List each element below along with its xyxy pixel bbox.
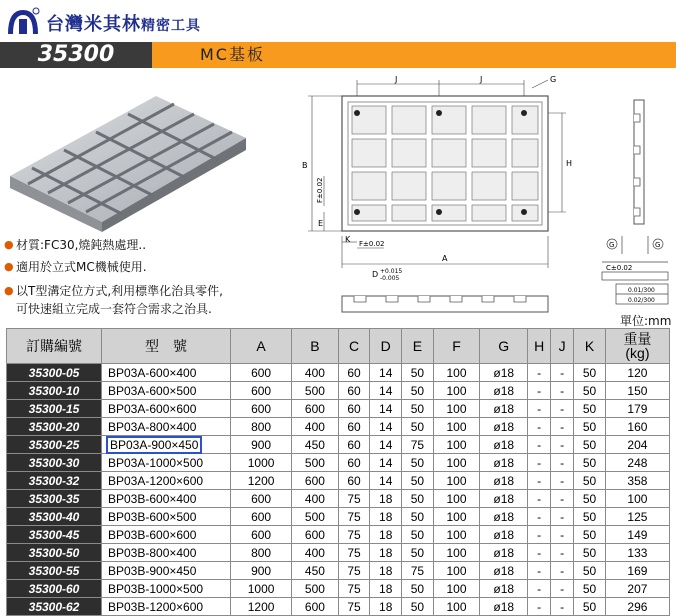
cell-model <box>102 436 231 454</box>
cell-a: 1000 <box>231 454 292 472</box>
cell-k: 50 <box>574 598 606 616</box>
cell-c: 75 <box>338 508 370 526</box>
cell-g: ø18 <box>480 562 528 580</box>
cell-order-no: 35300-15 <box>7 400 102 418</box>
col-header-h: H <box>528 329 551 364</box>
cell-c: 75 <box>338 598 370 616</box>
cell-j: - <box>551 490 574 508</box>
cell-c: 75 <box>338 544 370 562</box>
cell-h: - <box>528 490 551 508</box>
cell-e: 50 <box>402 400 434 418</box>
cell-d: 18 <box>370 580 402 598</box>
cell-g: ø18 <box>480 490 528 508</box>
cell-c: 60 <box>338 436 370 454</box>
cell-c: 75 <box>338 526 370 544</box>
feature-list <box>4 236 294 318</box>
cell-e: 50 <box>402 580 434 598</box>
feature-text: 適用於立式MC機械使用. <box>16 260 147 274</box>
model-text: BP03B-600×600 <box>108 527 197 542</box>
table-row <box>7 472 670 490</box>
cell-k: 50 <box>574 508 606 526</box>
cell-a: 1200 <box>231 598 292 616</box>
cell-weight: 248 <box>605 454 669 472</box>
table-row <box>7 490 670 508</box>
feature-item <box>4 282 294 318</box>
company-name <box>46 10 201 36</box>
cell-k: 50 <box>574 472 606 490</box>
cell-h: - <box>528 508 551 526</box>
cell-a: 800 <box>231 418 292 436</box>
cell-d: 14 <box>370 364 402 382</box>
cell-j: - <box>551 598 574 616</box>
dim-g-label: G <box>550 76 557 84</box>
cell-g: ø18 <box>480 544 528 562</box>
cell-d: 14 <box>370 472 402 490</box>
cell-weight: 133 <box>605 544 669 562</box>
table-row <box>7 544 670 562</box>
cell-h: - <box>528 364 551 382</box>
cell-k: 50 <box>574 454 606 472</box>
weight-label: 重量 <box>623 331 652 347</box>
cell-weight: 100 <box>605 490 669 508</box>
product-photo <box>6 76 250 232</box>
cell-d: 14 <box>370 436 402 454</box>
cell-e: 50 <box>402 472 434 490</box>
col-header-model: 型 號 <box>102 329 231 364</box>
cell-b: 600 <box>292 400 338 418</box>
table-row <box>7 580 670 598</box>
cell-model <box>102 580 231 598</box>
cell-f: 100 <box>433 508 479 526</box>
cell-model <box>102 508 231 526</box>
cell-b: 400 <box>292 490 338 508</box>
col-header-c: C <box>338 329 370 364</box>
cell-j: - <box>551 562 574 580</box>
cell-b: 400 <box>292 364 338 382</box>
cell-g: ø18 <box>480 526 528 544</box>
cell-b: 500 <box>292 580 338 598</box>
cell-f: 100 <box>433 598 479 616</box>
cell-order-no: 35300-50 <box>7 544 102 562</box>
col-header-g: G <box>480 329 528 364</box>
cell-d: 14 <box>370 382 402 400</box>
cell-d: 18 <box>370 544 402 562</box>
cell-g: ø18 <box>480 382 528 400</box>
cell-k: 50 <box>574 544 606 562</box>
cell-model <box>102 472 231 490</box>
cell-a: 600 <box>231 490 292 508</box>
dim-c-tol: C±0.02 <box>606 264 633 272</box>
cell-weight: 150 <box>605 382 669 400</box>
model-text: BP03B-1200×600 <box>108 599 204 614</box>
cell-weight: 358 <box>605 472 669 490</box>
dim-b-label: B <box>302 161 308 170</box>
model-text: BP03A-600×500 <box>108 383 197 398</box>
cell-e: 75 <box>402 436 434 454</box>
cell-e: 50 <box>402 382 434 400</box>
cell-b: 600 <box>292 526 338 544</box>
cell-a: 800 <box>231 544 292 562</box>
dim-d-label: D <box>372 270 379 279</box>
cell-model <box>102 562 231 580</box>
cell-h: - <box>528 598 551 616</box>
feature-text-continued: 可快速組立完成一套符合需求之治具. <box>16 302 212 316</box>
cell-c: 60 <box>338 400 370 418</box>
model-text: BP03A-800×400 <box>108 419 197 434</box>
table-row <box>7 562 670 580</box>
cell-j: - <box>551 508 574 526</box>
cell-model <box>102 364 231 382</box>
cell-d: 18 <box>370 490 402 508</box>
table-row <box>7 400 670 418</box>
cell-weight: 120 <box>605 364 669 382</box>
feature-item <box>4 236 294 254</box>
cell-d: 18 <box>370 508 402 526</box>
product-code: 35300 <box>0 42 152 68</box>
cell-e: 50 <box>402 364 434 382</box>
cell-model <box>102 400 231 418</box>
cell-c: 75 <box>338 490 370 508</box>
model-text: BP03B-600×500 <box>108 509 197 524</box>
cell-d: 18 <box>370 562 402 580</box>
cell-model <box>102 454 231 472</box>
cell-g: ø18 <box>480 508 528 526</box>
cell-d: 14 <box>370 454 402 472</box>
table-header-row <box>7 329 670 364</box>
cell-d: 14 <box>370 400 402 418</box>
cell-c: 60 <box>338 454 370 472</box>
model-text: BP03B-800×400 <box>108 545 197 560</box>
cell-j: - <box>551 544 574 562</box>
flatness-tol-1: 0.01/300 <box>628 287 655 294</box>
cell-j: - <box>551 382 574 400</box>
col-header-b: B <box>292 329 338 364</box>
cell-weight: 169 <box>605 562 669 580</box>
cell-h: - <box>528 544 551 562</box>
company-logo-icon <box>6 6 40 36</box>
table-row <box>7 526 670 544</box>
cell-order-no: 35300-20 <box>7 418 102 436</box>
cell-k: 50 <box>574 436 606 454</box>
cell-f: 100 <box>433 364 479 382</box>
model-text: BP03A-1000×500 <box>108 455 204 470</box>
cell-b: 400 <box>292 418 338 436</box>
cell-h: - <box>528 400 551 418</box>
cell-b: 600 <box>292 472 338 490</box>
table-row <box>7 598 670 616</box>
col-header-k: K <box>574 329 606 364</box>
cell-model <box>102 598 231 616</box>
cell-j: - <box>551 400 574 418</box>
cell-k: 50 <box>574 400 606 418</box>
cell-j: - <box>551 472 574 490</box>
cell-c: 75 <box>338 562 370 580</box>
cell-b: 400 <box>292 544 338 562</box>
cell-order-no: 35300-60 <box>7 580 102 598</box>
cell-j: - <box>551 364 574 382</box>
table-row <box>7 508 670 526</box>
cell-b: 450 <box>292 562 338 580</box>
cell-f: 100 <box>433 562 479 580</box>
cell-order-no: 35300-05 <box>7 364 102 382</box>
unit-label: 單位:mm <box>620 314 672 328</box>
model-text: BP03A-900×450 <box>110 437 199 452</box>
spec-table <box>6 328 670 616</box>
cell-k: 50 <box>574 382 606 400</box>
cell-weight: 207 <box>605 580 669 598</box>
dim-a-label: A <box>442 254 448 263</box>
model-text: BP03A-600×600 <box>108 401 197 416</box>
dim-f-tol-vertical: F±0.02 <box>316 177 324 203</box>
cell-k: 50 <box>574 580 606 598</box>
cell-b: 500 <box>292 454 338 472</box>
product-title-bar <box>0 42 676 68</box>
cell-a: 600 <box>231 526 292 544</box>
cell-b: 600 <box>292 598 338 616</box>
dim-f-tol-horizontal: F±0.02 <box>359 240 385 248</box>
dim-d-tol-lower: -0.005 <box>380 275 400 282</box>
cell-weight: 204 <box>605 436 669 454</box>
cell-g: ø18 <box>480 472 528 490</box>
cell-b: 450 <box>292 436 338 454</box>
cell-e: 50 <box>402 544 434 562</box>
company-name-sub: 精密工具 <box>141 18 201 34</box>
feature-text: 材質:FC30,燒鈍熱處理.. <box>16 238 147 252</box>
col-header-e: E <box>402 329 434 364</box>
cell-j: - <box>551 454 574 472</box>
dim-d-tol-upper: +0.015 <box>380 268 403 275</box>
cell-g: ø18 <box>480 436 528 454</box>
cell-h: - <box>528 418 551 436</box>
weight-unit: (kg) <box>625 345 650 361</box>
cell-k: 50 <box>574 526 606 544</box>
cell-j: - <box>551 436 574 454</box>
section-g-left: G <box>609 241 615 249</box>
cell-a: 600 <box>231 382 292 400</box>
table-row <box>7 364 670 382</box>
col-header-d: D <box>370 329 402 364</box>
cell-h: - <box>528 472 551 490</box>
model-text: BP03B-600×400 <box>108 491 197 506</box>
cell-weight: 179 <box>605 400 669 418</box>
table-row <box>7 382 670 400</box>
cell-f: 100 <box>433 526 479 544</box>
cell-k: 50 <box>574 562 606 580</box>
cell-c: 60 <box>338 382 370 400</box>
table-row <box>7 454 670 472</box>
col-header-order-no: 訂購編號 <box>7 329 102 364</box>
cell-f: 100 <box>433 544 479 562</box>
col-header-weight <box>605 329 669 364</box>
cell-h: - <box>528 562 551 580</box>
cell-c: 75 <box>338 580 370 598</box>
col-header-a: A <box>231 329 292 364</box>
flatness-tol-2: 0.02/300 <box>628 297 655 304</box>
cell-j: - <box>551 418 574 436</box>
model-text: BP03A-1200×600 <box>108 473 204 488</box>
cell-f: 100 <box>433 400 479 418</box>
dim-e-label: E <box>318 219 324 228</box>
cell-a: 1200 <box>231 472 292 490</box>
cell-f: 100 <box>433 418 479 436</box>
section-g-right: G <box>655 241 661 249</box>
cell-k: 50 <box>574 418 606 436</box>
cell-order-no: 35300-40 <box>7 508 102 526</box>
cell-f: 100 <box>433 472 479 490</box>
cell-model <box>102 382 231 400</box>
brand-header <box>6 6 670 36</box>
cell-e: 75 <box>402 562 434 580</box>
cell-e: 50 <box>402 418 434 436</box>
cell-e: 50 <box>402 598 434 616</box>
cell-h: - <box>528 580 551 598</box>
cell-g: ø18 <box>480 418 528 436</box>
cell-g: ø18 <box>480 598 528 616</box>
cell-b: 500 <box>292 382 338 400</box>
cell-d: 18 <box>370 526 402 544</box>
cell-order-no: 35300-10 <box>7 382 102 400</box>
cell-f: 100 <box>433 490 479 508</box>
cell-model <box>102 544 231 562</box>
model-text: BP03A-600×400 <box>108 365 197 380</box>
model-text: BP03B-900×450 <box>108 563 197 578</box>
cell-order-no: 35300-62 <box>7 598 102 616</box>
col-header-f: F <box>433 329 479 364</box>
cell-e: 50 <box>402 454 434 472</box>
cell-e: 50 <box>402 526 434 544</box>
cell-weight: 296 <box>605 598 669 616</box>
table-row <box>7 436 670 454</box>
cell-g: ø18 <box>480 364 528 382</box>
cell-a: 600 <box>231 508 292 526</box>
cell-e: 50 <box>402 508 434 526</box>
cell-weight: 125 <box>605 508 669 526</box>
dim-h-label: H <box>566 159 573 168</box>
cell-f: 100 <box>433 580 479 598</box>
cell-order-no: 35300-32 <box>7 472 102 490</box>
cell-weight: 160 <box>605 418 669 436</box>
cell-a: 900 <box>231 436 292 454</box>
dim-k-label: K <box>345 235 351 244</box>
cell-f: 100 <box>433 382 479 400</box>
cell-a: 900 <box>231 562 292 580</box>
cell-order-no: 35300-25 <box>7 436 102 454</box>
cell-d: 18 <box>370 598 402 616</box>
cell-g: ø18 <box>480 400 528 418</box>
cell-order-no: 35300-55 <box>7 562 102 580</box>
cell-a: 600 <box>231 400 292 418</box>
dim-j-left: J <box>395 76 398 84</box>
cell-k: 50 <box>574 490 606 508</box>
cell-f: 100 <box>433 454 479 472</box>
cell-c: 60 <box>338 418 370 436</box>
cell-model <box>102 526 231 544</box>
cell-b: 500 <box>292 508 338 526</box>
cell-h: - <box>528 382 551 400</box>
cell-f: 100 <box>433 436 479 454</box>
cell-h: - <box>528 454 551 472</box>
cell-a: 600 <box>231 364 292 382</box>
cell-g: ø18 <box>480 454 528 472</box>
cell-j: - <box>551 526 574 544</box>
cell-c: 60 <box>338 472 370 490</box>
feature-item <box>4 258 294 276</box>
cell-e: 50 <box>402 490 434 508</box>
product-name: MC基板 <box>152 42 676 68</box>
cell-j: - <box>551 580 574 598</box>
table-row <box>7 418 670 436</box>
cell-order-no: 35300-30 <box>7 454 102 472</box>
cell-h: - <box>528 436 551 454</box>
technical-drawing <box>262 76 670 316</box>
cell-c: 60 <box>338 364 370 382</box>
cell-a: 1000 <box>231 580 292 598</box>
cell-model <box>102 418 231 436</box>
cell-d: 14 <box>370 418 402 436</box>
cell-g: ø18 <box>480 580 528 598</box>
col-header-j: J <box>551 329 574 364</box>
cell-weight: 149 <box>605 526 669 544</box>
cell-k: 50 <box>574 364 606 382</box>
cell-order-no: 35300-45 <box>7 526 102 544</box>
feature-text: 以T型溝定位方式,利用標準化治具零件, <box>16 284 223 298</box>
company-name-main: 台灣米其林 <box>46 14 141 35</box>
cell-model <box>102 490 231 508</box>
dim-j-right: J <box>480 76 483 84</box>
model-text: BP03B-1000×500 <box>108 581 204 596</box>
cell-order-no: 35300-35 <box>7 490 102 508</box>
cell-h: - <box>528 526 551 544</box>
